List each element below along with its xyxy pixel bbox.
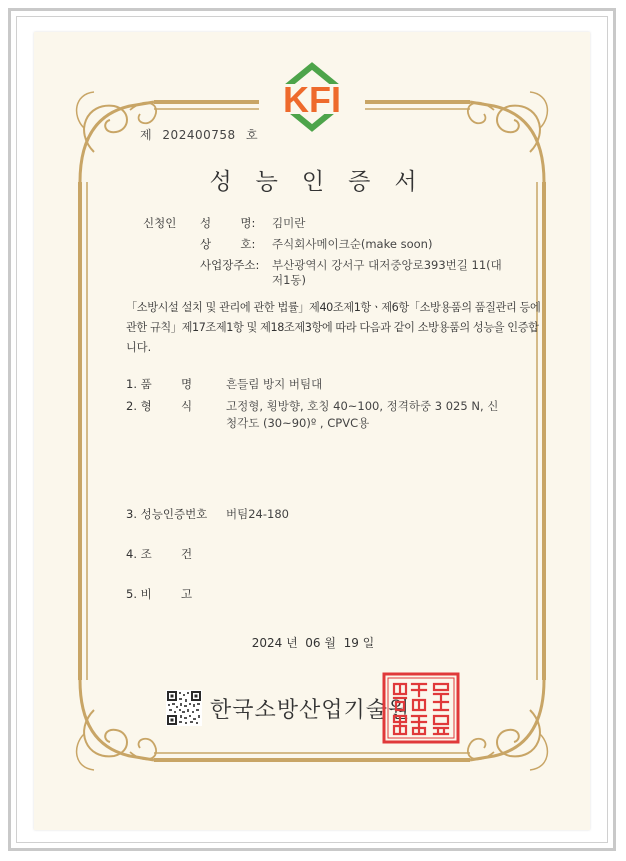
- certificate-number-prefix: 제: [140, 128, 153, 142]
- product-label: 1. 품 명: [126, 377, 193, 391]
- qr-code-icon: [166, 690, 202, 726]
- remarks-label: 5. 비 고: [126, 587, 193, 601]
- name-value: 김미란: [272, 216, 306, 230]
- applicant-section-label: 신청인: [143, 216, 177, 230]
- condition-label: 4. 조 건: [126, 547, 193, 561]
- company-value: 주식회사메이크순(make soon): [272, 237, 433, 251]
- cert-number-value: 버팀24-180: [226, 507, 289, 521]
- name-label: 성 명:: [200, 216, 256, 230]
- statement-line-2: 관한 규칙」제17조제1항 및 제18조제3항에 따라 다음과 같이 소방용품의 성능을 인증합: [126, 321, 539, 334]
- statement-line-1: 「소방시설 설치 및 관리에 관한 법률」제40조제1항ㆍ제6항「소방용품의 품질관리 등에: [126, 301, 541, 314]
- address-label: 사업장주소:: [200, 258, 260, 272]
- type-line-1: 고정형, 횡방향, 호칭 40~100, 정격하중 3 025 N, 신: [226, 399, 499, 413]
- page-title: 성능인증서: [209, 169, 441, 195]
- address-line-2: 저1동): [272, 273, 307, 287]
- cert-number-label: 3. 성능인증번호: [126, 507, 208, 521]
- logo-text: KFI: [283, 79, 341, 120]
- statement-line-3: 니다.: [126, 341, 152, 354]
- certificate-number-suffix: 호: [245, 128, 259, 142]
- certificate-number-value: 202400758: [162, 128, 236, 142]
- issuer-name: 한국소방산업기술원: [210, 698, 411, 723]
- address-line-1: 부산광역시 강서구 대저중앙로393번길 11(대: [272, 258, 502, 272]
- statement-paragraph: [126, 298, 541, 358]
- type-label: 2. 형 식: [126, 399, 193, 413]
- kfi-logo: [258, 62, 366, 132]
- company-label: 상 호:: [200, 237, 256, 251]
- type-line-2: 청각도 (30~90)º , CPVC용: [226, 416, 370, 430]
- product-value: 흔들림 방지 버팀대: [226, 377, 323, 391]
- issue-date: 2024 년 06 월 19 일: [251, 636, 375, 650]
- certificate-number: [140, 126, 258, 143]
- official-seal-icon: [382, 672, 460, 744]
